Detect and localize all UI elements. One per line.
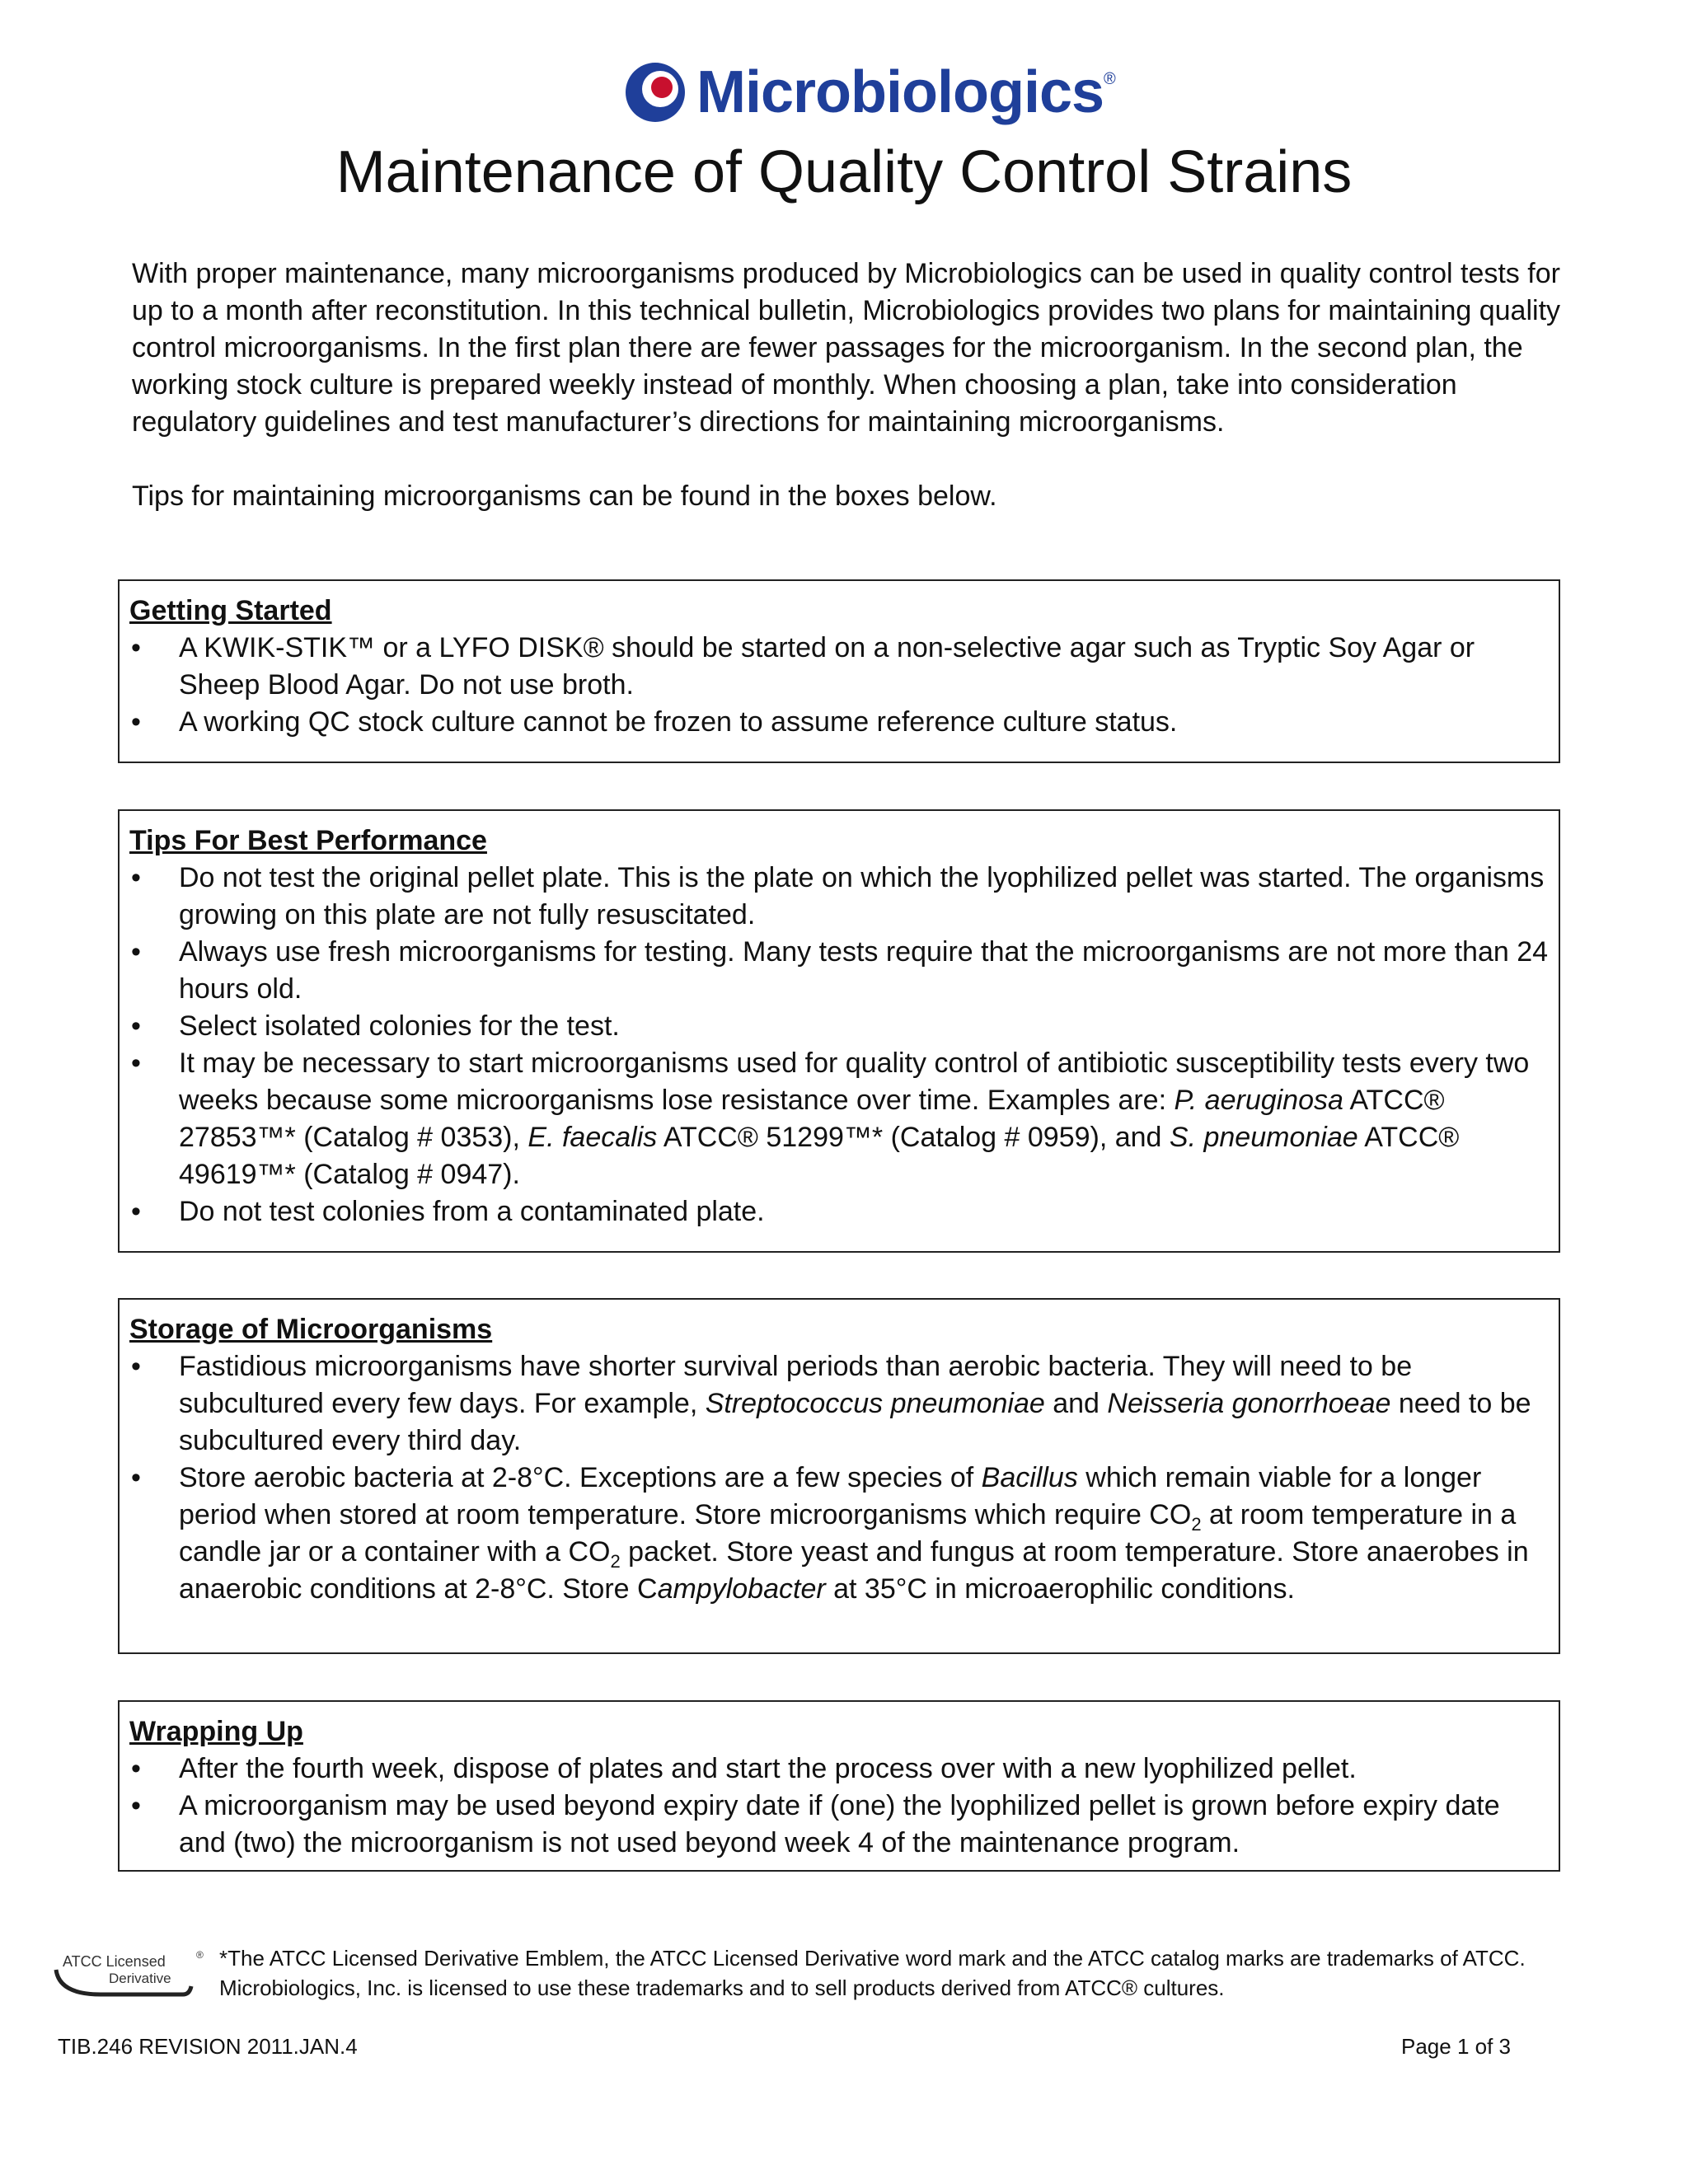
list-item: • It may be necessary to start microorganisms used for quality control of antibiotic susceptibility tests every two weeks because some microorganisms lose resistance over time. Examples are: P. aeruginosa ATCC® 27853™* (Catalog # 0353), E. faecalis ATCC® 51299™* (Catalog # 0959), and S. pneumoniae ATCC® 49619™* (Catalog # 0947). bbox=[129, 1045, 1549, 1193]
list-item: • Do not test the original pellet plate. This is the plate on which the lyophilized pellet was started. The organisms growing on this plate are not fully resuscitated. bbox=[129, 860, 1549, 934]
list-item: • Do not test colonies from a contaminated plate. bbox=[129, 1193, 1549, 1230]
emblem-line2: Derivative bbox=[109, 1971, 171, 1986]
emblem-mark: ® bbox=[196, 1949, 204, 1961]
company-logo bbox=[622, 53, 1115, 132]
list-item: • A KWIK-STIK™ or a LYFO DISK® should be started on a non-selective agar such as Tryptic Soy Agar or Sheep Blood Agar. Do not use broth. bbox=[129, 630, 1549, 704]
list-item: • Fastidious microorganisms have shorter survival periods than aerobic bacteria. They will need to be subcultured every few days. For example, Streptococcus pneumoniae and Neisseria gonorrhoeae need to be subcultured every third day. bbox=[129, 1348, 1549, 1460]
trademark-footnote bbox=[219, 1943, 1620, 2003]
list-item: • A microorganism may be used beyond expiry date if (one) the lyophilized pellet is grown before expiry date and (two) the microorganism is not used beyond week 4 of the maintenance program. bbox=[129, 1788, 1549, 1862]
footnote-line: Microbiologics, Inc. is licensed to use these trademarks and to sell products derived from ATCC® cultures. bbox=[219, 1975, 1225, 2000]
storage-box bbox=[118, 1298, 1560, 1654]
footnote-line: *The ATCC Licensed Derivative Emblem, the ATCC Licensed Derivative word mark and the ATCC catalog marks are trademarks of ATCC. bbox=[219, 1946, 1526, 1971]
list-item: • Select isolated colonies for the test. bbox=[129, 1008, 1549, 1045]
list-item: • A working QC stock culture cannot be frozen to assume reference culture status. bbox=[129, 704, 1549, 741]
emblem-line1: ATCC Licensed bbox=[63, 1953, 166, 1970]
atcc-licensed-derivative-emblem-icon bbox=[51, 1945, 208, 2003]
microbiologics-logo-icon bbox=[622, 59, 688, 125]
logo-wordmark: Microbiologics® bbox=[696, 59, 1115, 125]
box-heading: Storage of Microorganisms bbox=[129, 1314, 493, 1345]
getting-started-box bbox=[118, 579, 1560, 763]
box-heading: Wrapping Up bbox=[129, 1716, 303, 1747]
list-item: • Store aerobic bacteria at 2-8°C. Exceptions are a few species of Bacillus which remain viable for a longer period when stored at room temperature. Store microorganisms which require $CO_2$ at room temperature in a candle jar or a container with a $CO_2$ packet. Store yeast and fungus at room temperature. Store anaerobes in anaerobic conditions at 2-8°C. Store Campylobacter at 35°C in microaerophilic conditions. bbox=[129, 1460, 1549, 1608]
list-item: • Always use fresh microorganisms for testing. Many tests require that the microorganisms are not more than 24 hours old. bbox=[129, 934, 1549, 1008]
bullet-list bbox=[129, 630, 1549, 741]
revision-label: TIB.246 REVISION 2011.JAN.4 bbox=[58, 2034, 358, 2059]
box-heading: Tips For Best Performance bbox=[129, 825, 487, 856]
bullet-list bbox=[129, 860, 1549, 1230]
box-heading: Getting Started bbox=[129, 595, 332, 626]
page-title: Maintenance of Quality Control Strains bbox=[335, 139, 1353, 205]
intro-section bbox=[132, 255, 1566, 515]
intro-paragraph: With proper maintenance, many microorganisms produced by Microbiologics can be used in quality control tests for up to a month after reconstitution. In this technical bulletin, Microbiologics provides two plans for maintaining quality control microorganisms. In the first plan there are fewer passages for the microorganism. In the second plan, the working stock culture is prepared weekly instead of monthly. When choosing a plan, take into consideration regulatory guidelines and test manufacturer’s directions for maintaining microorganisms. bbox=[132, 258, 1561, 438]
bullet-list bbox=[129, 1348, 1549, 1608]
list-item: • After the fourth week, dispose of plates and start the process over with a new lyophilized pellet. bbox=[129, 1750, 1549, 1788]
page-number: Page 1 of 3 bbox=[1401, 2034, 1511, 2059]
bullet-list bbox=[129, 1750, 1549, 1862]
wrapping-up-box bbox=[118, 1700, 1560, 1872]
tips-box bbox=[118, 809, 1560, 1253]
intro-tips-line: Tips for maintaining microorganisms can be found in the boxes below. bbox=[132, 480, 997, 512]
